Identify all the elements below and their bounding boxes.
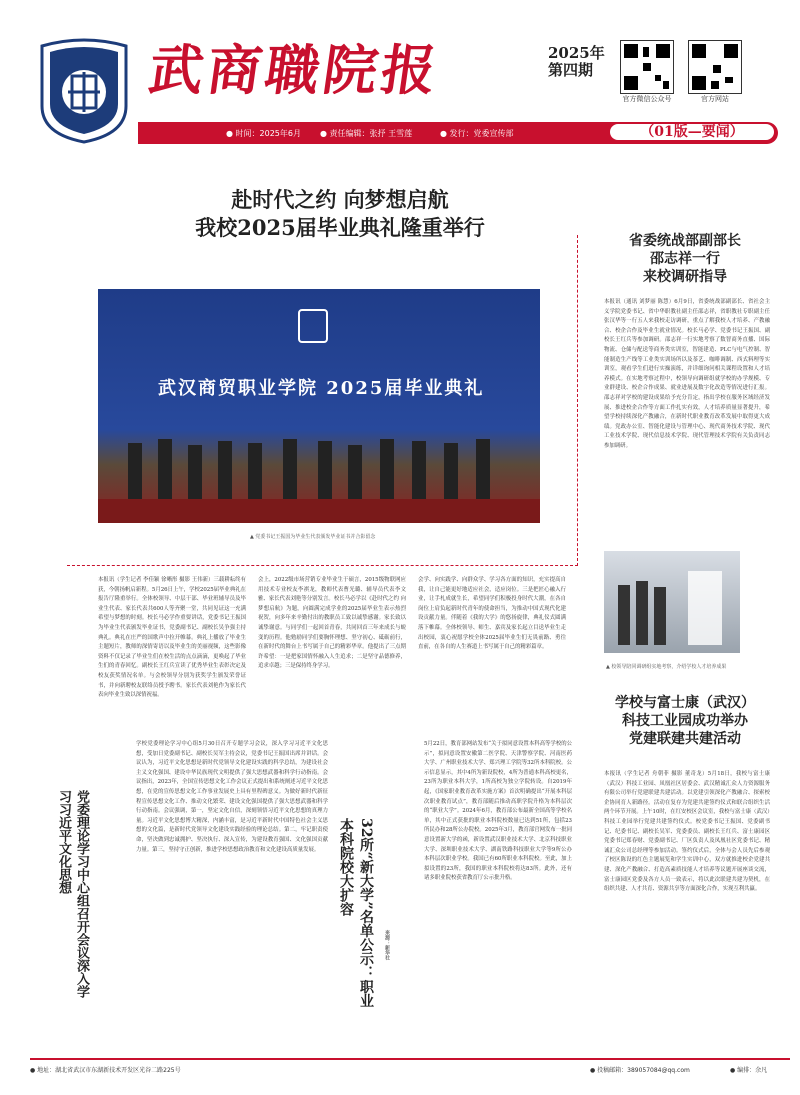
right-top-photo-caption: ▲ 校领导陪同调研组实地考察，介绍学校人才培养成果 [606, 664, 727, 670]
qr-code-icon [620, 40, 674, 94]
responsible-editor: ● 责任编辑：张抒 王雪莲 [320, 129, 413, 138]
footer-address: ● 地址：湖北省武汉市东湖新技术开发区光谷二路225号 [30, 1067, 181, 1074]
issue-info [548, 45, 605, 79]
issue-time: ● 时间：2025年6月 [226, 129, 301, 138]
footer-email: ● 投稿邮箱：389057084@qq.com [590, 1067, 690, 1074]
right-bottom-headline-line3: 党建联建共建活动 [629, 731, 741, 747]
left-bottom-body: 学校党委理论学习中心组5月30日召开专题学习会议，深入学习习近平文化思想，受加日党委副书记、副校长吴军主持会议，党委书记王振国出席并讲话。会议认为，习近平文化思想是新时代党领导文化建设实践的科学总结，为建设社会主义文化强国、建设中华民族现代文明提供了强大思想武器和科学行动指南。会议指出，2023年，全国宣传思想文化工作会议正式提出和系统阐述习近平文化思想，在党的宣传思想文化工作事业发展史上具有里程碑意义。为做好新时代新征程宣传思想文化工作、推动文化繁荣、建设文化强国提供了强大思想武器和科学行动指南。会议强调，第一，坚定文化自信，深刻领悟习近平文化思想的真理力量。习近平文化思想博大精深，内涵丰富，是习近平新时代中国特色社会主义思想的文化篇，是新时代党领导文化建设实践经验的理论总结。第二，牢记职责使命，坚决做到忠诚拥护、坚决执行、深入宣传，为建设教育强国、文化强国贡献力量。第三，坚持守正创新，推进学校思想政治教育和文化建设高质量发展。 [136, 741, 328, 853]
page-footer [30, 1058, 790, 1078]
photo-banner-text: 武汉商贸职业学院 2025届毕业典礼 [158, 378, 485, 399]
section-label: （01版—要闻） [610, 124, 774, 140]
right-top-headline-line1: 省委统战部副部长 [629, 233, 741, 249]
graduation-photo [98, 289, 540, 523]
right-top-body: 本报讯（通讯 刘梦丽 陈慧）6月9日，省委统战部副部长、省社会主义学院党委书记、省中华职教社副主任邵志祥，省职教社专职副主任张汉华等一行五人来我校走访调研，重点了解我校人才培养、产教融合、校企合作及毕业生就业情况。校长马必学、党委书记王振国、副校长王红兵等参加调研。邵志祥一行实地考察了数智商务直播、国际物流、仓储与配送等商务类实训室，智能建造、PLC与电气控制、智能制造生产线等工业类实训场所以及茶艺、咖啡调制、西式料理等实训室，观看学生们进行实操演练，并详细询问相关课程设置和人才培养模式。在实地考察过程中，校领导向调研组就学校的办学规模、专业群建设、校企合作成果、就业进展及数字化改造等情况进行汇报。邵志祥对学校的建设成果给予充分肯定，指出学校在服务区域经济发展、推进校企合作等方面工作扎实有效，人才培养质量显著提升，希望学校持续深化产教融合，在新时代职业教育改革发展中取得更大成绩。党政办公室、智能化建设与管理中心、现代商务技术学院、现代工业技术学院、现代信息技术学院、现代管理技术学院有关负责同志参加调研。 [604, 299, 770, 449]
qr-code-icon [688, 40, 742, 94]
mid-bottom-body: 5月22日，教育部网站发布“关于拟同意设置本科高等学校的公示”，拟同意设置安徽第二医学院、天津警察学院、河南医药大学、广州职业技术大学、郑兴理工学院等32所本科院校。公示信息显示，其中4所为新设院校，4所为普通本科高校更名，23所为职业本科大学，1所高校为独立学院转设。自2019年起，《国家职业教育改革实施方案》首次明确提出“开展本科层次职业教育试点”，教育部随后推动高职学院升格为本科层次的“职业大学”。2024年6月，教育部公布最新全国高等学校名单，其中正式获批的职业本科院校数量已达到51所，包括23所民办和28所公办院校。2025年3月，教育部官网发布一批同意设置新大学的函，新设置武汉职业技术大学、北京科技职业大学、深圳职业技术大学、湖南铁路科技职业大学等9所公办本科层次职业学校。我国已有60所职业本科院校。至此，加上拟设置的23所，我国的职业本科院校将达83所。此外，还有诸多职业院校获省教育厅公示批升格。 [424, 741, 572, 882]
left-bottom-headline: 党委理论学习中心组召开会议深入学习习近平文化思想 [56, 790, 89, 998]
right-bottom-headline [600, 694, 770, 748]
lead-headline [90, 186, 590, 242]
school-seal-logo [38, 36, 130, 144]
qr2-caption: 官方网站 [701, 95, 729, 103]
mid-bottom-headline: 32所“新大学”名单公示：职业本科院校大扩容 [338, 818, 374, 1008]
visitors-silhouettes [604, 551, 740, 653]
school-emblem-icon [298, 309, 328, 343]
website-qr [680, 40, 750, 104]
right-bottom-headline-line2: 科技工业园成功举办 [622, 713, 748, 729]
wechat-qr [612, 40, 682, 104]
footer-layout-editor: ● 编排：余凡 [730, 1067, 768, 1074]
publisher: ● 发行：党委宣传部 [440, 129, 514, 138]
right-top-photo [604, 551, 740, 653]
lead-body-col3: 会学、向实践学、向群众学、学习各方面的知识，充实提高自我，让自己能更好地适应社会，适应岗位。三是把匠心融入行业，让手札成就生长，希望同学们积极投身时代大潮，在各自岗位上肩负起新时代青年的使命担当，为推动中国式现代化建设贡献力量。伴随着《我的大学》的悠扬旋律，典礼仪式圆满落下帷幕。全体校领导、师生、嘉宾及家长起立目送毕业生走出校园，衷心祝愿学校全体2025届毕业生们无畏前路、勇往直前，在各自的人生赛道上书写属于自己的精彩篇章。 [418, 577, 566, 651]
lead-body-col1: 本报讯（学生记者 李佳颖 徐晰彤 摄影 王伟新）三载耕耘终有获，今朝扬帆启新程。5月26日上午，学校2025届毕业典礼在报告厅隆重举行。全体校领导、中层干部、毕业班辅导员及毕业生代表、家长代表共600人等齐聚一堂，共同见证这一充满希望与梦想的时刻。校长马必学作重要讲话，党委书记王振国为毕业生代表颁发毕业证书，党委副书记、副校长吴争强主持典礼。典礼在庄严的国歌声中拉开帷幕。典礼上播放了毕业生主题短片，教师的深情寄语以及毕业生的美丽视频，这些影像资料不仅记录了毕业生们在校生活的点点滴滴，更唤起了毕业生们的青春回忆。副校长王红兵宣读了优秀毕业生表彰决定及校友获奖情况名单。与会校领导分别为获奖学生颁发荣誉证书，并向新聘校友联络员授予聘书。家长代表刘艳作为家长代表向毕业生致以深情祝福。 [98, 577, 246, 699]
lead-headline-line2: 我校2025届毕业典礼隆重举行 [195, 215, 485, 240]
issue-number: 第四期 [548, 61, 594, 79]
mid-bottom-source: 来源：新华社 [384, 930, 390, 960]
lead-headline-line1: 赴时代之约 向梦想启航 [231, 187, 449, 212]
issue-year: 2025年 [548, 44, 605, 62]
right-top-headline [600, 232, 770, 286]
right-bottom-headline-line1: 学校与富士康（武汉） [615, 695, 755, 711]
right-top-headline-line2: 邵志祥一行 [650, 251, 720, 267]
graduates-silhouettes [98, 429, 540, 523]
right-bottom-body: 本报讯（学生记者 舟朝菲 摄影 董奇龙）5月18日，我校与富士康（武汉）科技工业园、凤凰社区居委会、武汉精诚汇众人力资源服务有限公司举行党建联建共建活动。以党建引领深化产教融合、探索校企协同育人新路径。活动在复存为党建共建签约仪式和联合组织生活两个环节开展。上午10时，在红安校区会议室，我校与富士康（武汉）科技工业园举行党建共建签约仪式。校党委书记王振国、党委副书记、纪委书记、副校长吴军、党委委员、副校长王红兵、富士康园区党委书记郑春财、党委副书记、厂区负责人及凤凰社区党委书记、精诚汇众公司总经理等参加活动。签约仪式后，全体与会人员先后参观了校区陈设的红色主题展览和学生实训中心，双方就推进校企党建共建、深化产教融合、打造高素质技能人才培养等议题开展座谈交流，富士康园区党委及各方人员一致表示，将以此次联建共建为契机，在组织共建、人才共育、资源共享等方面深化合作，实现互利共赢。 [604, 771, 770, 893]
qr1-caption: 官方微信公众号 [622, 95, 672, 103]
lead-photo-caption: ▲ 党委书记王振国为毕业生代表颁发毕业证书并合影留念 [250, 534, 376, 540]
lead-body-col2: 会上，2022级市场营销专业毕业生于硕言，2015级物联网应用技术专业校友李祺龙，教师代表曹光璐、辅导员代表李文雅、家长代表刘艳等分别发言。校长马必学以《赴时代之约 向梦想启航》为题，向圆满完成学业的2025届毕业生表示热烈祝贺，向多年来辛勤付出的教职员工致以诚挚感谢。家长致以诚挚谢意。与同学们一起回首青春，共同回首三年来成长与蜕变的历程。他勉励同学们要胸怀理想、坚守初心、砥砺前行，在新时代的舞台上书写属于自己的精彩华章。他提出了三点期许希望：一是把家国情怀融入人生追求；二是坚守品德修养，追求卓越；三是保持终身学习。 [258, 577, 406, 670]
masthead-title: 武商職院报 [145, 38, 445, 102]
right-top-headline-line3: 来校调研指导 [643, 269, 727, 285]
